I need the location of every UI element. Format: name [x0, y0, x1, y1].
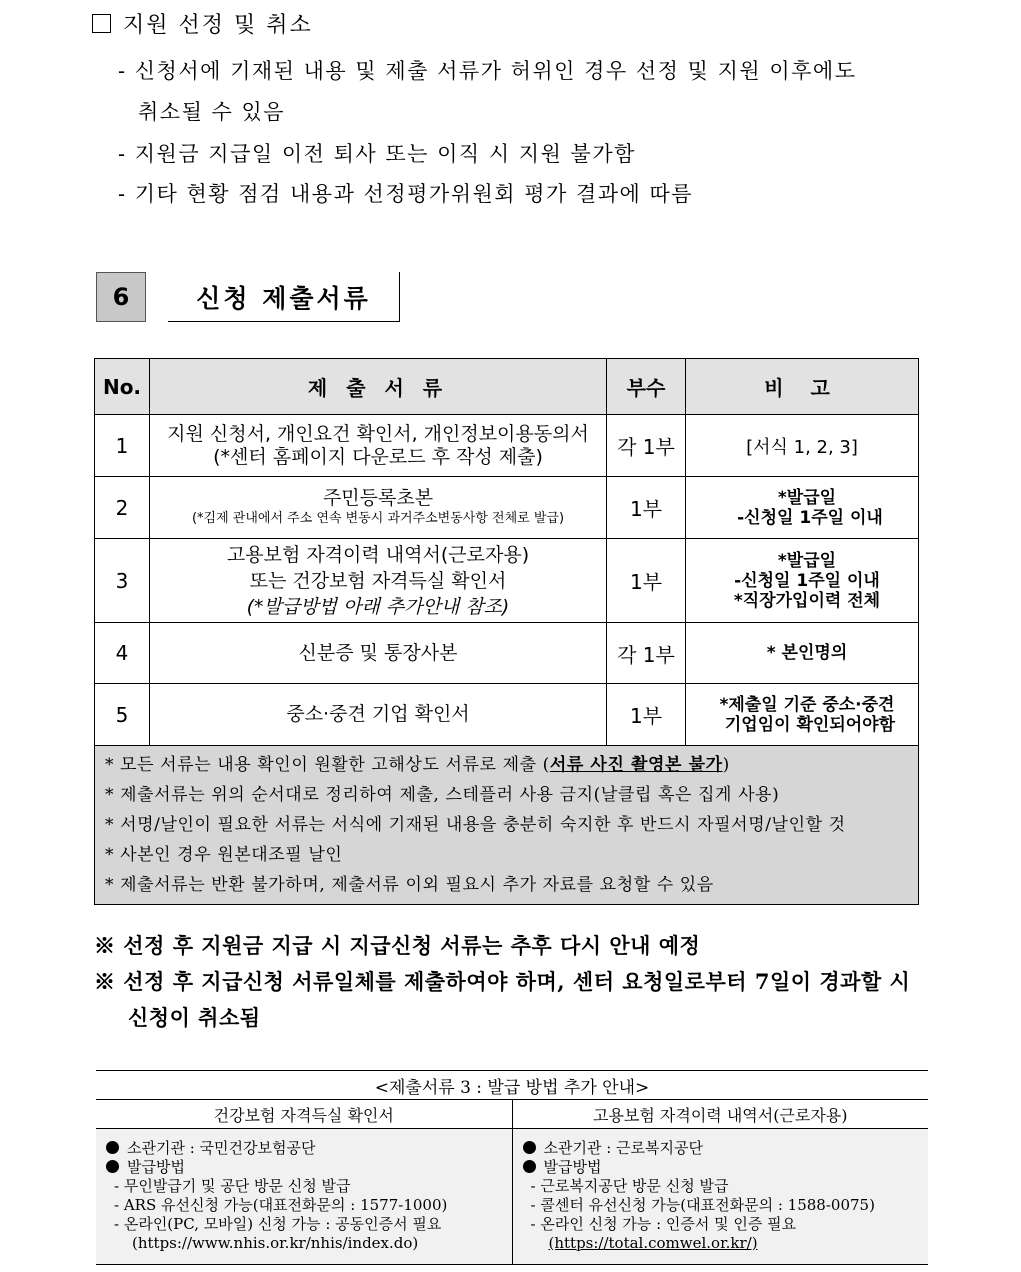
- note-text: ): [722, 755, 730, 775]
- guide-line: [106, 1158, 504, 1177]
- notes-row: [95, 746, 919, 905]
- row-copies: 1부: [607, 684, 686, 746]
- header-document: 제 출 서 류: [150, 359, 607, 415]
- row-number: 2: [95, 477, 150, 539]
- document-line: 주민등록초본: [322, 487, 434, 509]
- row-copies: 1부: [607, 477, 686, 539]
- guide-url-link[interactable]: (https://total.comwel.or.kr/): [548, 1234, 758, 1252]
- note-line: *제출일 기준 중소·중견: [719, 694, 895, 715]
- note-line: *발급일: [777, 550, 837, 571]
- note-line: 기업임이 확인되어야함: [718, 714, 896, 735]
- row-copies: 각 1부: [607, 415, 686, 477]
- section-title: 신청 제출서류: [168, 272, 400, 322]
- table-header-row: [95, 359, 919, 415]
- row-number: 4: [95, 623, 150, 684]
- note-line: *발급일: [777, 487, 837, 508]
- bullet-dot-icon: [106, 1160, 119, 1173]
- document-line: 지원 신청서, 개인요건 확인서, 개인정보이용동의서: [167, 422, 589, 445]
- document-line: (*발급방법 아래 추가안내 참조): [246, 595, 510, 618]
- note-line: -신청일 1주일 이내: [731, 507, 883, 528]
- guide-url: (https://www.nhis.or.kr/nhis/index.do): [132, 1234, 419, 1252]
- table-row: [95, 477, 919, 539]
- guide-item: - 무인발급기 및 공단 방문 신청 발급: [114, 1177, 351, 1195]
- checkbox-square-icon: [92, 14, 111, 33]
- row-note: [서식 1, 2, 3]: [686, 415, 919, 477]
- document-line: 또는 건강보험 자격득실 확인서: [249, 569, 507, 592]
- bullet-line: - 신청서에 기재된 내용 및 제출 서류가 허위인 경우 선정 및 지원 이후에도: [118, 59, 857, 83]
- note-item: [105, 750, 908, 780]
- reference-note: 신청이 취소됨: [128, 1005, 261, 1030]
- section-heading-text: 지원 선정 및 취소: [123, 13, 313, 38]
- table-row: [95, 539, 919, 623]
- row-note: [686, 539, 919, 623]
- document-subnote: (*김제 관내에서 주소 연속 변동시 과거주소변동사항 전체로 발급): [191, 511, 565, 526]
- guide-agency: 소관기관 : 국민건강보험공단: [127, 1139, 316, 1157]
- table-row: [95, 415, 919, 477]
- notes-cell: [95, 746, 919, 905]
- guide-header-employment-insurance: 고용보험 자격이력 내역서(근로자용): [512, 1100, 928, 1129]
- row-note: [686, 477, 919, 539]
- note-item: * 제출서류는 위의 순서대로 정리하여 제출, 스테플러 사용 금지(날클립 혹은 집게 사용): [105, 785, 780, 805]
- documents-table: [94, 358, 919, 905]
- bullet-line: - 지원금 지급일 이전 퇴사 또는 이직 시 지원 불가함: [118, 142, 636, 166]
- guide-item: - 콜센터 유선신청 가능(대표전화문의 : 1588-0075): [530, 1196, 875, 1214]
- guide-item: - 온라인 신청 가능 : 인증서 및 인증 필요: [530, 1215, 797, 1233]
- guide-body-health-insurance: [96, 1129, 512, 1265]
- guide-item: - 온라인(PC, 모바일) 신청 가능 : 공동인증서 필요: [114, 1215, 442, 1233]
- row-document: [150, 415, 607, 477]
- row-document: 신분증 및 통장사본: [150, 623, 607, 684]
- row-copies: 각 1부: [607, 623, 686, 684]
- row-copies: 1부: [607, 539, 686, 623]
- guide-title: <제출서류 3 : 발급 방법 추가 안내>: [96, 1071, 928, 1100]
- guide-agency: 소관기관 : 근로복지공단: [543, 1139, 703, 1157]
- note-item: * 사본인 경우 원본대조필 날인: [105, 845, 343, 865]
- guide-item: - 근로복지공단 방문 신청 발급: [530, 1177, 729, 1195]
- row-note: * 본인명의: [686, 623, 919, 684]
- row-document: [150, 477, 607, 539]
- note-line: -신청일 1주일 이내: [734, 570, 880, 591]
- row-document: 중소·중견 기업 확인서: [150, 684, 607, 746]
- section-heading-support: [92, 8, 313, 39]
- row-note: [686, 684, 919, 746]
- header-no: No.: [95, 359, 150, 415]
- document-line: 고용보험 자격이력 내역서(근로자용): [226, 543, 530, 566]
- document-line: (*센터 홈페이지 다운로드 후 작성 제출): [213, 445, 543, 468]
- header-copies: 부수: [607, 359, 686, 415]
- bullet-line: - 기타 현황 점검 내용과 선정평가위원회 평가 결과에 따름: [118, 182, 694, 206]
- guide-method: 발급방법: [127, 1158, 185, 1176]
- table-row: [95, 623, 919, 684]
- bullet-dot-icon: [106, 1141, 119, 1154]
- table-row: [95, 684, 919, 746]
- row-number: 5: [95, 684, 150, 746]
- guide-header-health-insurance: 건강보험 자격득실 확인서: [96, 1100, 512, 1129]
- guide-line: [523, 1158, 921, 1177]
- bullet-dot-icon: [523, 1160, 536, 1173]
- issuance-guide-table: [96, 1070, 928, 1265]
- reference-note: ※ 선정 후 지원금 지급 시 지급신청 서류는 추후 다시 안내 예정: [94, 933, 701, 958]
- note-item: * 서명/날인이 필요한 서류는 서식에 기재된 내용을 충분히 숙지한 후 반드시 자필서명/날인할 것: [105, 815, 846, 835]
- bullet-dot-icon: [523, 1141, 536, 1154]
- guide-body-employment-insurance: [512, 1129, 928, 1265]
- reference-note: ※ 선정 후 지급신청 서류일체를 제출하여야 하며, 센터 요청일로부터 7일이 경과할 시: [94, 969, 911, 994]
- note-item: * 제출서류는 반환 불가하며, 제출서류 이외 필요시 추가 자료를 요청할 수 있음: [105, 875, 714, 895]
- header-note: 비 고: [686, 359, 919, 415]
- guide-line: [106, 1139, 504, 1158]
- note-emphasis: 서류 사진 촬영본 불가: [549, 755, 723, 775]
- bullet-line: 취소될 수 있음: [138, 100, 286, 124]
- row-number: 1: [95, 415, 150, 477]
- guide-item: - ARS 유선신청 가능(대표전화문의 : 1577-1000): [114, 1196, 448, 1214]
- section-number-badge: 6: [96, 272, 146, 322]
- note-text: * 모든 서류는 내용 확인이 원활한 고해상도 서류로 제출 (: [105, 755, 550, 775]
- row-document: [150, 539, 607, 623]
- guide-line: [523, 1139, 921, 1158]
- note-line: *직장가입이력 전체: [733, 590, 881, 611]
- row-number: 3: [95, 539, 150, 623]
- guide-method: 발급방법: [543, 1158, 602, 1176]
